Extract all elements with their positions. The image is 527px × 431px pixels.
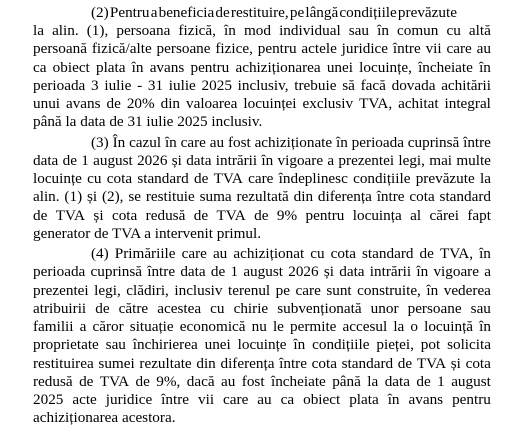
word: cota [465,354,491,372]
word: condițiile [312,336,370,354]
word: TVA, [439,245,473,263]
word: avans [408,391,444,409]
word: locuințe, [359,58,412,76]
word: august [93,151,133,169]
word: 2025 [33,391,64,409]
word: în [426,281,439,299]
word: persoane [156,40,211,58]
word: proprietate [33,336,99,354]
word: comun [397,22,439,40]
word: subvenționată [277,299,362,317]
word: perioada [351,133,404,151]
word: economică [179,318,246,336]
word: între [279,354,307,372]
word: În [112,133,126,151]
word: sumei [98,354,135,372]
word: către [118,299,149,317]
word: la [393,318,405,336]
word: 2026 [137,151,168,169]
word: acte [72,391,97,409]
word: vigoare [433,263,479,281]
word: prevăzute [397,4,457,21]
word: accesul [342,318,388,336]
word: să [342,76,355,94]
word: altă [468,22,491,40]
word: (1), [86,22,109,40]
word: închirierea [132,336,198,354]
word: au [221,372,236,390]
word: juridice [341,40,389,58]
word: cu [210,299,225,317]
word: redusă [33,372,73,390]
text-line [33,59,491,77]
word: încheiate [270,372,326,390]
word: în [479,58,491,76]
word: vederea [443,281,491,299]
word: între [376,188,405,206]
word: achitat [398,95,439,113]
word: solicita [447,336,491,354]
word: dovada [391,76,436,94]
word: standard [341,354,394,372]
word: permite [290,318,337,336]
word: alin. [52,22,79,40]
word: restituie [145,188,195,206]
word: restituire, [230,4,289,21]
word: vii [198,391,215,409]
word: cazul [129,133,162,151]
word: a [150,4,158,21]
word: de [33,206,48,224]
word: (2) [91,4,109,21]
word: cota [111,206,138,224]
word: perioada [33,76,86,94]
word: unor [370,299,399,317]
word: persoană [33,40,87,58]
word: sau [470,299,491,317]
word: căror [92,318,124,336]
word: cu [310,245,325,263]
word: și [171,151,182,169]
word: sau [105,336,126,354]
word: sunt [326,281,352,299]
word: 1 [81,151,89,169]
word: data [339,263,365,281]
word: de [215,4,230,21]
word: de [419,245,434,263]
word: de [193,206,209,224]
word: pot [420,336,441,354]
word: și [86,188,98,206]
word: individual [279,22,341,40]
word: valoarea [185,95,238,113]
word: plata [349,391,379,409]
word: ca [33,58,47,76]
word: intrării [215,151,258,169]
word: inclusiv, [237,76,289,94]
text-line [33,170,491,188]
word: beneficia [158,4,215,21]
word: terenul [227,281,271,299]
word: unui [33,95,61,113]
word: se [128,188,141,206]
word: avans [149,58,185,76]
word: între [161,391,190,409]
word: de [210,263,226,281]
word: în [479,318,491,336]
word: fost [227,133,251,151]
word: în [416,263,429,281]
word: (2), [101,188,124,206]
word: la [479,170,491,188]
word: mai [429,151,453,169]
word: în [131,58,144,76]
word: acestea [157,299,202,317]
word: nu [251,318,267,336]
text-line: până la data de 31 iulie 2025 inclusiv. [33,113,263,131]
word: legi, [94,281,121,299]
word: restituirea [33,354,94,372]
text-line [33,207,491,225]
word: care [248,170,274,188]
word: în [293,336,306,354]
word: achiziționat [233,245,305,263]
word: data [180,263,206,281]
word: locuinței [243,95,297,113]
word: ca [280,391,295,409]
word: pe [275,281,291,299]
word: situație [129,318,174,336]
word: dacă [186,372,215,390]
text-line [33,22,491,40]
word: data [384,372,410,390]
text-line [33,188,491,206]
word: locuințe [33,170,82,188]
word: pe [289,4,305,21]
word: alin. [33,188,60,206]
word: din [196,354,216,372]
word: și [93,206,104,224]
word: 3 [91,76,99,94]
word: fizică/alte [91,40,152,58]
word: cota [330,245,356,263]
word: prezentei [338,151,395,169]
word: de [135,372,150,390]
word: legi, [398,151,425,169]
word: de [254,206,269,224]
word: locuințe [237,336,287,354]
word: care [181,245,207,263]
word: cuprinsă [407,133,460,151]
word: 1 [437,372,445,390]
word: prezentei [33,281,89,299]
word: standard [362,245,414,263]
word: fizice, [215,40,253,58]
text-line [33,373,491,391]
word: Pentru [109,4,150,21]
word: iulie [168,76,196,94]
word: diferența [317,188,372,206]
word: data [186,151,212,169]
word: de [95,299,110,317]
text-line: generator de TVA a intervenit primul. [33,224,262,242]
text-line [33,300,491,318]
word: august [451,372,491,390]
word: (3) [91,133,109,151]
word: suma [199,188,232,206]
word: fizică, [178,22,216,40]
word: în [336,133,348,151]
text-line [91,4,457,22]
word: mod [243,22,271,40]
text-line [33,95,491,113]
word: pentru [257,40,297,58]
text-line [33,282,491,300]
text-line [33,355,491,373]
word: care [180,133,206,151]
word: condițiile [353,170,411,188]
word: achiziționate [254,133,333,151]
word: încheiate [418,58,473,76]
word: cota [106,170,133,188]
word: care [295,281,321,299]
word: (4) [91,245,109,263]
text-line [33,318,491,336]
text-line [33,40,491,58]
word: cuprinsă [90,263,142,281]
word: a [327,151,335,169]
word: fapt [467,206,491,224]
word: de [416,372,431,390]
word: chirie [233,299,269,317]
word: 20% [126,95,155,113]
word: familii [33,318,74,336]
word: o [410,318,418,336]
word: în [387,391,400,409]
word: 9% [276,206,298,224]
word: atribuirii [33,299,87,317]
text-line: achiziționarea acestora. [33,409,176,427]
word: cărei [429,206,459,224]
word: intrării [369,263,412,281]
word: de [194,170,209,188]
word: 9%, [156,372,181,390]
word: (1) [64,188,83,206]
word: care [223,391,249,409]
word: exclusiv [302,95,354,113]
word: vigoare [277,151,324,169]
text-line [33,77,491,95]
word: le [272,318,284,336]
word: iulie [104,76,132,94]
word: Primăriile [114,245,176,263]
word: rezultată [236,188,289,206]
word: achiziționarea [235,58,321,76]
word: condițiile [339,4,397,21]
text-line [91,245,491,263]
word: care [446,40,472,58]
word: TVA [416,354,447,372]
word: vii [425,40,442,58]
word: TVA [216,206,246,224]
text-line [33,391,491,409]
word: din [160,95,181,113]
word: între [463,133,491,151]
text-line [91,134,491,152]
word: diferența [220,354,275,372]
word: obiect [303,391,341,409]
word: al [410,206,422,224]
word: între [392,40,421,58]
word: cu [87,170,102,188]
word: sau [348,22,370,40]
word: avans [65,95,101,113]
word: a [79,318,87,336]
word: în [164,133,177,151]
word: pieței, [376,336,414,354]
word: actele [301,40,337,58]
word: cota [311,354,337,372]
word: TVA [55,206,86,224]
word: locuința [352,206,402,224]
word: redusă [145,206,186,224]
word: în [261,151,274,169]
word: a [484,263,491,281]
word: au [476,40,491,58]
word: în [224,22,236,40]
word: și [323,263,334,281]
word: construite, [357,281,421,299]
word: rezultate [139,354,192,372]
text-line [33,152,491,170]
word: au [212,245,228,263]
word: la [367,372,379,390]
word: 2025 [201,76,232,94]
word: de [62,151,77,169]
word: pentru [452,391,491,409]
word: locuință [424,318,474,336]
word: august [243,263,283,281]
word: au [257,391,272,409]
word: data [33,151,59,169]
word: unei [204,336,231,354]
word: până [332,372,361,390]
word: trebuie [294,76,337,94]
word: achitării [441,76,491,94]
word: unei [326,58,353,76]
word: de [106,95,121,113]
text-line [33,336,491,354]
word: în [479,245,491,263]
word: integral [444,95,491,113]
word: pentru [190,58,230,76]
word: de [397,354,413,372]
word: TVA [99,372,130,390]
word: plata [95,58,126,76]
word: multe [456,151,491,169]
word: obiect [52,58,90,76]
word: au [209,133,225,151]
word: TVA [213,170,243,188]
word: clădiri, [126,281,169,299]
word: inclusiv [174,281,223,299]
word: persoane [407,299,462,317]
word: - [137,76,143,94]
word: 1 [230,263,239,281]
word: la [33,22,44,40]
word: juridice [105,391,153,409]
word: cota [409,188,435,206]
word: prevăzute [415,170,475,188]
word: fost [241,372,265,390]
word: cu [446,22,461,40]
word: standard [439,188,491,206]
word: 2026 [288,263,319,281]
word: standard [137,170,189,188]
word: perioada [33,263,86,281]
text-line [33,263,491,281]
word: TVA, [359,95,393,113]
word: pentru [305,206,345,224]
word: persoana [116,22,171,40]
word: în [377,22,389,40]
word: între [147,263,176,281]
word: facă [360,76,386,94]
word: de [79,372,94,390]
word: din [293,188,314,206]
word: și [450,354,461,372]
word: 31 [147,76,164,94]
word: îndeplinesc [278,170,348,188]
word: lângă [305,4,339,21]
